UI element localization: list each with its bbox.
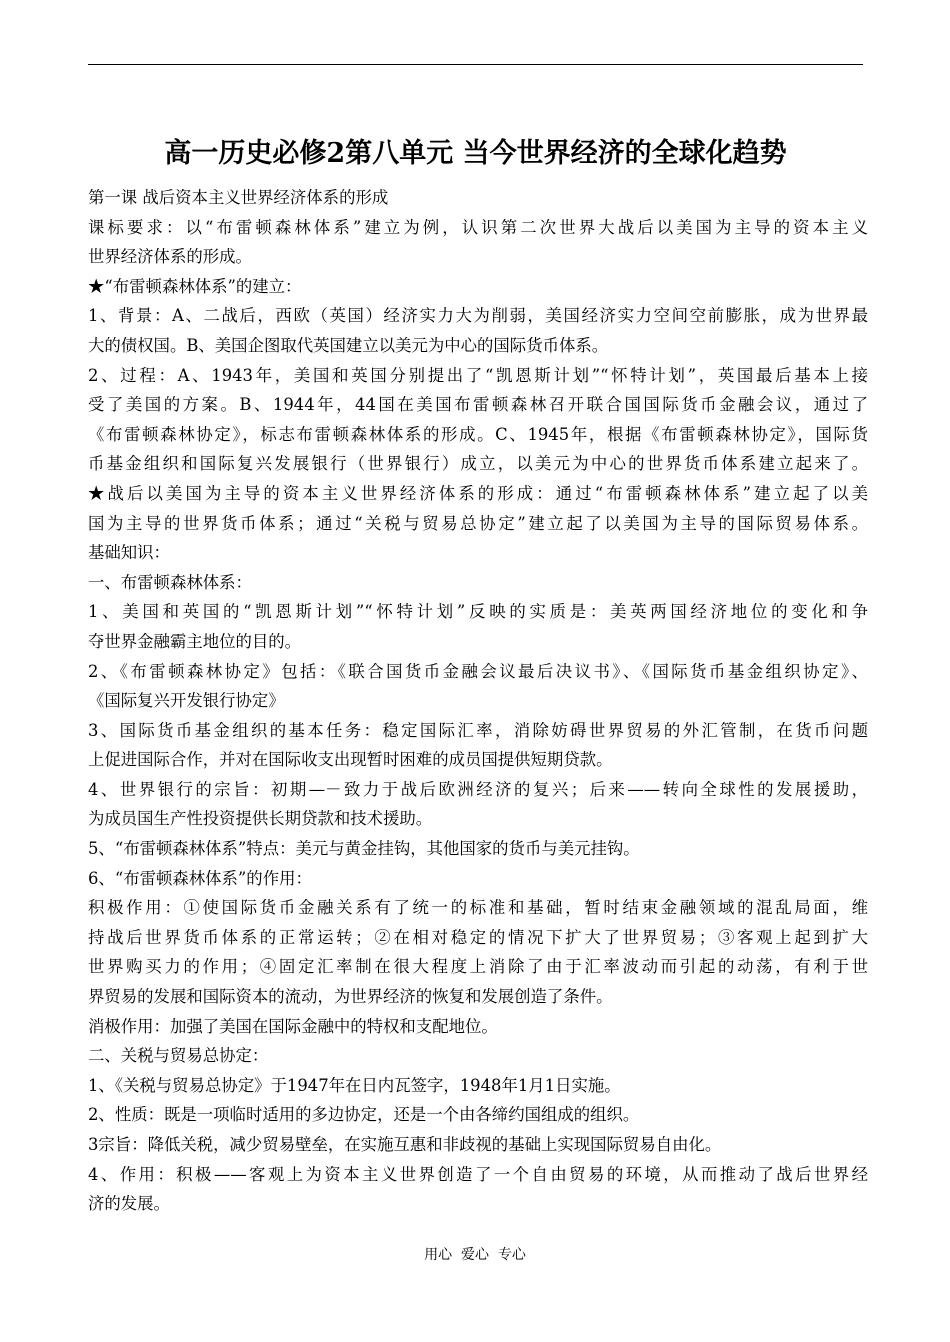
body-line: 2、《布雷顿森林协定》包括：《联合国货币金融会议最后决议书》、《国际货币基金组织协定》、 bbox=[88, 661, 868, 681]
body-line: 《布雷顿森林协定》，标志布雷顿森林体系的形成。C、1945年，根据《布雷顿森林协定》，国际货 bbox=[88, 424, 868, 444]
body-line: 大的债权国。B、美国企图取代英国建立以美元为中心的国际货币体系。 bbox=[88, 335, 609, 355]
body-line: 上促进国际合作，并对在国际收支出现暂时困难的成员国提供短期贷款。 bbox=[88, 750, 613, 770]
body-line: 世界经济体系的形成。 bbox=[88, 247, 252, 267]
body-line: ★战后以美国为主导的资本主义世界经济体系的形成：通过“布雷顿森林体系”建立起了以美 bbox=[88, 483, 868, 503]
header-rule bbox=[88, 64, 863, 65]
document-title: 高一历史必修2第八单元 当今世界经济的全球化趋势 bbox=[164, 138, 787, 169]
body-line: 3、国际货币基金组织的基本任务：稳定国际汇率，消除妨碍世界贸易的外汇管制，在货币问题 bbox=[88, 720, 868, 740]
body-line: 4、作用：积极——客观上为资本主义世界创造了一个自由贸易的环境，从而推动了战后世界经 bbox=[88, 1164, 868, 1184]
body-line: 为成员国生产性投资提供长期贷款和技术援助。 bbox=[88, 809, 433, 829]
body-line: 《国际复兴开发银行协定》 bbox=[88, 691, 285, 711]
body-line: 5、“布雷顿森林体系”特点：美元与黄金挂钩，其他国家的货币与美元挂钩。 bbox=[88, 839, 640, 859]
body-line: 持战后世界货币体系的正常运转；②在相对稳定的情况下扩大了世界贸易；③客观上起到扩大 bbox=[88, 927, 868, 947]
body-line: 第一课 战后资本主义世界经济体系的形成 bbox=[88, 188, 389, 207]
body-line: 1、背景：A、二战后，西欧（英国）经济实力大为削弱，美国经济实力空间空前膨胀，成为世界最 bbox=[88, 306, 868, 326]
document-body bbox=[88, 183, 868, 1219]
body-line: 世界购买力的作用；④固定汇率制在很大程度上消除了由于汇率波动而引起的动荡，有利于世 bbox=[88, 957, 868, 977]
body-line: 受了美国的方案。B、1944年，44国在美国布雷顿森林召开联合国国际货币金融会议，通过了 bbox=[88, 395, 868, 415]
body-line: 消极作用：加强了美国在国际金融中的特权和支配地位。 bbox=[88, 1016, 498, 1036]
body-line: 二、关税与贸易总协定： bbox=[88, 1046, 269, 1066]
body-line: 夺世界金融霸主地位的目的。 bbox=[88, 631, 302, 651]
body-line: 国为主导的世界货币体系；通过“关税与贸易总协定”建立起了以美国为主导的国际贸易体系。 bbox=[88, 513, 868, 533]
body-line: 1、《关税与贸易总协定》于1947年在日内瓦签字，1948年1月1日实施。 bbox=[88, 1075, 621, 1095]
body-line: 2、性质：既是一项临时适用的多边协定，还是一个由各缔约国组成的组织。 bbox=[88, 1105, 640, 1125]
body-line: 3宗旨：降低关税，减少贸易壁垒，在实施互惠和非歧视的基础上实现国际贸易自由化。 bbox=[88, 1135, 722, 1154]
body-line: 界贸易的发展和国际资本的流动，为世界经济的恢复和发展创造了条件。 bbox=[88, 987, 613, 1007]
page-footer: 用心 爱心 专心 bbox=[424, 1247, 526, 1263]
body-line: 2、过程：A、1943年，美国和英国分别提出了“凯恩斯计划”“怀特计划”，英国最后基本上接 bbox=[88, 365, 868, 385]
body-line: 4、世界银行的宗旨：初期—－致力于战后欧洲经济的复兴；后来——转向全球性的发展援助， bbox=[88, 779, 868, 799]
body-line: 币基金组织和国际复兴发展银行（世界银行）成立，以美元为中心的世界货币体系建立起来了。 bbox=[88, 454, 868, 474]
body-line: 基础知识： bbox=[88, 543, 170, 563]
body-line: 6、“布雷顿森林体系”的作用： bbox=[88, 868, 312, 888]
body-line: 一、布雷顿森林体系： bbox=[88, 572, 252, 592]
body-line: 1、美国和英国的“凯恩斯计划”“怀特计划”反映的实质是：美英两国经济地位的变化和争 bbox=[88, 602, 868, 622]
body-line: 积极作用：①使国际货币金融关系有了统一的标准和基础，暂时结束金融领域的混乱局面，维 bbox=[88, 898, 868, 918]
body-line: ★“布雷顿森林体系”的建立： bbox=[88, 276, 302, 296]
body-line: 济的发展。 bbox=[88, 1194, 170, 1214]
body-line: 课标要求：以“布雷顿森林体系”建立为例，认识第二次世界大战后以美国为主导的资本主义 bbox=[88, 217, 868, 237]
